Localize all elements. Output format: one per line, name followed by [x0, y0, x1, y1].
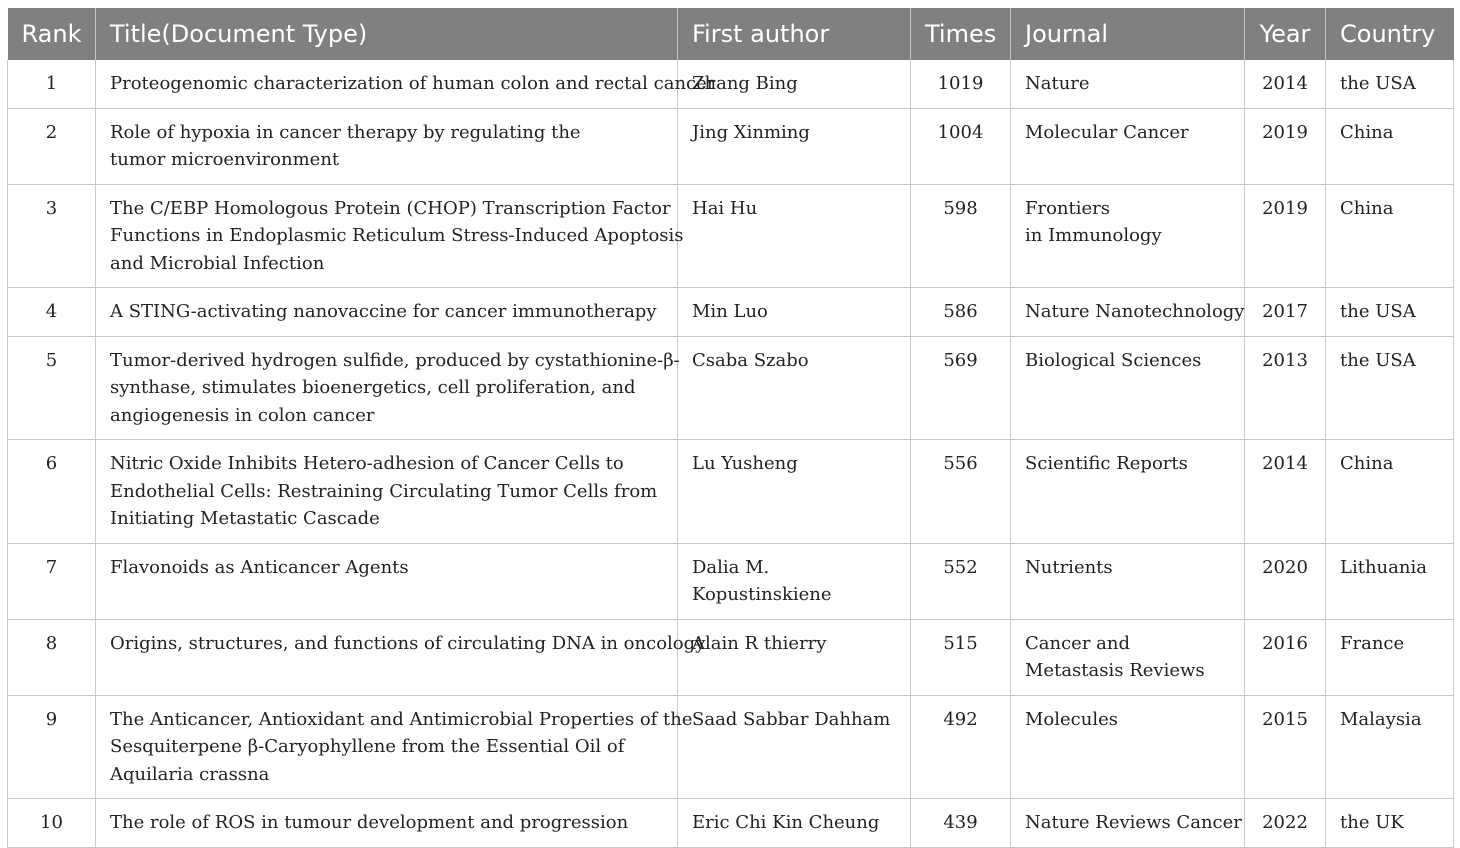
table-row — [8, 184, 1454, 288]
title-cell-line: Flavonoids as Anticancer Agents — [110, 556, 409, 578]
journal-cell — [1011, 440, 1245, 544]
country-cell: China — [1326, 108, 1454, 184]
country-cell: the UK — [1326, 799, 1454, 848]
country-cell: the USA — [1326, 336, 1454, 440]
journal-cell — [1011, 543, 1245, 619]
journal-cell — [1011, 799, 1245, 848]
title-cell — [96, 799, 678, 848]
title-cell-line: tumor microenvironment — [110, 149, 340, 170]
title-cell-line: Functions in Endoplasmic Reticulum Stress-Induced Apoptosis — [110, 225, 684, 246]
journal-cell-line: Cancer and — [1025, 632, 1131, 654]
journal-cell — [1011, 695, 1245, 799]
year-cell: 2015 — [1245, 695, 1326, 799]
journal-cell-line: Frontiers — [1025, 197, 1111, 219]
country-cell: the USA — [1326, 60, 1454, 108]
rank-cell: 10 — [8, 799, 96, 848]
rank-cell: 3 — [8, 184, 96, 288]
title-cell-line: Role of hypoxia in cancer therapy by regulating the — [110, 121, 581, 143]
header-year: Year — [1245, 8, 1326, 60]
table-row — [8, 60, 1454, 108]
title-cell-line: The Anticancer, Antioxidant and Antimicrobial Properties of the — [110, 708, 693, 730]
header-journal: Journal — [1011, 8, 1245, 60]
journal-cell — [1011, 288, 1245, 337]
title-cell-line: synthase, stimulates bioenergetics, cell proliferation, and — [110, 377, 636, 398]
journal-cell-line: Molecules — [1025, 708, 1118, 730]
rank-cell: 5 — [8, 336, 96, 440]
header-title: Title(Document Type) — [96, 8, 678, 60]
journal-cell-line: Nutrients — [1025, 556, 1113, 578]
year-cell: 2013 — [1245, 336, 1326, 440]
first-author-cell: Saad Sabbar Dahham — [678, 695, 911, 799]
table-row — [8, 336, 1454, 440]
table-row — [8, 695, 1454, 799]
first-author-cell: Alain R thierry — [678, 619, 911, 695]
country-cell: France — [1326, 619, 1454, 695]
country-cell: the USA — [1326, 288, 1454, 337]
country-cell: China — [1326, 184, 1454, 288]
title-cell-line: and Microbial Infection — [110, 252, 325, 274]
title-cell-line: Proteogenomic characterization of human colon and rectal cancer — [110, 73, 716, 94]
title-cell-line: Initiating Metastatic Cascade — [110, 508, 380, 529]
table-row — [8, 543, 1454, 619]
journal-cell-line: Nature — [1025, 73, 1090, 94]
title-cell — [96, 440, 678, 544]
journal-cell-line: Molecular Cancer — [1025, 121, 1189, 143]
first-author-cell: Dalia M. Kopustinskiene — [678, 543, 911, 619]
table-row — [8, 799, 1454, 848]
rank-cell: 1 — [8, 60, 96, 108]
country-cell: Lithuania — [1326, 543, 1454, 619]
title-cell-line: Tumor-derived hydrogen sulfide, produced by cystathionine-β- — [110, 349, 680, 371]
title-cell — [96, 288, 678, 337]
header-country: Country — [1326, 8, 1454, 60]
title-cell — [96, 543, 678, 619]
header-times: Times — [911, 8, 1011, 60]
year-cell: 2017 — [1245, 288, 1326, 337]
title-cell — [96, 695, 693, 799]
first-author-cell: Csaba Szabo — [678, 336, 911, 440]
times-cell: 586 — [911, 288, 1011, 337]
rank-cell: 4 — [8, 288, 96, 337]
journal-cell — [1011, 336, 1245, 440]
rank-cell: 8 — [8, 619, 96, 695]
journal-cell-line: in Immunology — [1025, 225, 1162, 246]
times-cell: 492 — [911, 695, 1011, 799]
times-cell: 569 — [911, 336, 1011, 440]
journal-cell — [1011, 60, 1245, 108]
title-cell-line: Sesquiterpene β-Caryophyllene from the Essential Oil of — [110, 736, 625, 757]
table-row — [8, 619, 1454, 695]
table-row — [8, 288, 1454, 337]
title-cell — [96, 108, 678, 184]
title-cell-line: Endothelial Cells: Restraining Circulating Tumor Cells from — [110, 480, 658, 502]
journal-cell — [1011, 619, 1245, 695]
first-author-cell: Jing Xinming — [678, 108, 911, 184]
country-cell: China — [1326, 440, 1454, 544]
rank-cell: 6 — [8, 440, 96, 544]
journal-cell-line: Nature Reviews Cancer — [1025, 812, 1242, 833]
journal-cell-line: Metastasis Reviews — [1025, 660, 1205, 681]
title-cell-line: angiogenesis in colon cancer — [110, 404, 375, 426]
country-cell: Malaysia — [1326, 695, 1454, 799]
year-cell: 2014 — [1245, 440, 1326, 544]
times-cell: 515 — [911, 619, 1011, 695]
header-rank: Rank — [8, 8, 96, 60]
header-first-author: First author — [678, 8, 911, 60]
title-cell — [96, 336, 678, 440]
journal-cell — [1011, 108, 1245, 184]
title-cell-line: The role of ROS in tumour development and progression — [110, 812, 629, 833]
table-header — [8, 8, 1454, 60]
first-author-cell: Hai Hu — [678, 184, 911, 288]
first-author-cell: Eric Chi Kin Cheung — [678, 799, 911, 848]
times-cell: 556 — [911, 440, 1011, 544]
title-cell-line: A STING-activating nanovaccine for cancer immunotherapy — [110, 301, 657, 322]
title-cell-line: The C/EBP Homologous Protein (CHOP) Transcription Factor — [110, 197, 671, 219]
rank-cell: 2 — [8, 108, 96, 184]
top-cited-papers-table — [7, 8, 1454, 848]
table-row — [8, 108, 1454, 184]
year-cell: 2019 — [1245, 108, 1326, 184]
rank-cell: 7 — [8, 543, 96, 619]
first-author-cell: Lu Yusheng — [678, 440, 911, 544]
title-cell — [96, 184, 684, 288]
title-cell-line: Origins, structures, and functions of circulating DNA in oncology — [110, 632, 706, 654]
title-cell-line: Nitric Oxide Inhibits Hetero-adhesion of Cancer Cells to — [110, 453, 624, 474]
first-author-cell: Min Luo — [678, 288, 911, 337]
journal-cell-line: Biological Sciences — [1025, 349, 1202, 371]
journal-cell-line: Nature Nanotechnology — [1025, 301, 1245, 322]
year-cell: 2022 — [1245, 799, 1326, 848]
journal-cell-line: Scientific Reports — [1025, 453, 1188, 474]
rank-cell: 9 — [8, 695, 96, 799]
times-cell: 598 — [911, 184, 1011, 288]
journal-cell — [1011, 184, 1245, 288]
title-cell-line: Aquilaria crassna — [110, 763, 270, 785]
title-cell — [96, 60, 716, 108]
year-cell: 2019 — [1245, 184, 1326, 288]
times-cell: 439 — [911, 799, 1011, 848]
year-cell: 2016 — [1245, 619, 1326, 695]
year-cell: 2014 — [1245, 60, 1326, 108]
table-row — [8, 440, 1454, 544]
header-row — [8, 8, 1454, 60]
times-cell: 1019 — [911, 60, 1011, 108]
table-body — [8, 60, 1454, 847]
times-cell: 552 — [911, 543, 1011, 619]
title-cell — [96, 619, 706, 695]
citation-table-container — [7, 8, 1453, 848]
first-author-cell: Zhang Bing — [678, 60, 911, 108]
times-cell: 1004 — [911, 108, 1011, 184]
year-cell: 2020 — [1245, 543, 1326, 619]
